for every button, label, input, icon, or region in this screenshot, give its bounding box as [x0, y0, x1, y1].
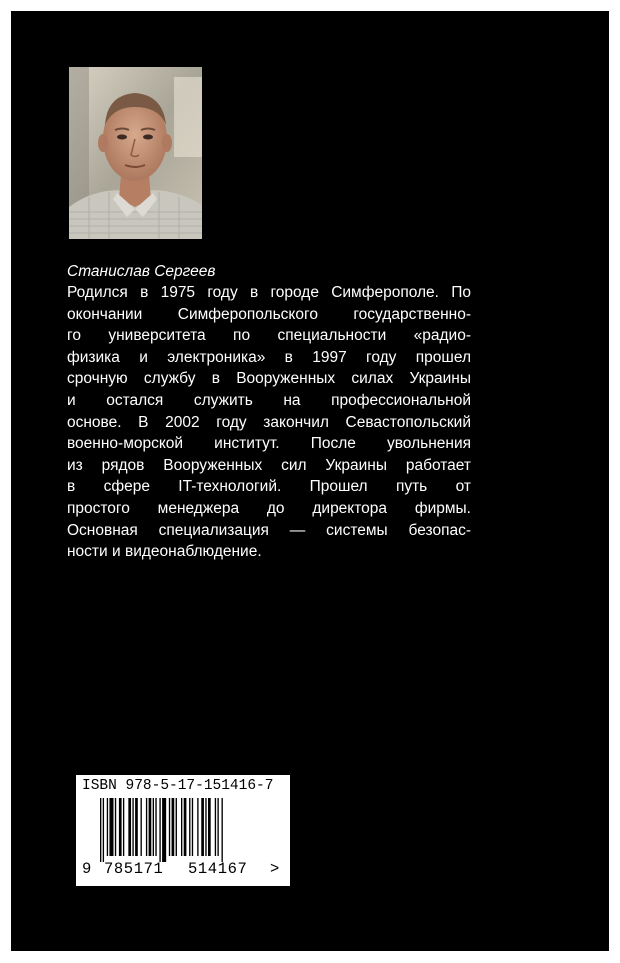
back-cover — [11, 11, 609, 951]
barcode-bars — [100, 798, 266, 862]
barcode-bar — [103, 798, 104, 862]
barcode-bar — [197, 798, 198, 856]
barcode-digits-left: 785171 — [104, 860, 164, 878]
barcode-bar — [181, 798, 182, 856]
bio-line: военно-морской институт. После увольнения — [67, 435, 471, 453]
barcode-bar — [132, 798, 133, 856]
barcode-bar — [222, 798, 223, 862]
barcode-bar — [169, 798, 170, 856]
bio-line: из рядов Вооруженных сил Украины работает — [67, 456, 471, 474]
barcode-bar — [128, 798, 131, 856]
barcode-bar — [100, 798, 101, 862]
barcode-bar — [176, 798, 177, 856]
bio-line: срочную службу в Вооруженных силах Украины — [67, 370, 471, 388]
barcode-bar — [115, 798, 116, 856]
barcode-bar — [153, 798, 154, 856]
barcode-bar — [215, 798, 216, 856]
barcode-bar — [141, 798, 142, 856]
barcode-digits-right: 514167 — [188, 860, 248, 878]
bio-line: и остался служить на профессиональной — [67, 391, 471, 409]
bio-line: основе. В 2002 году закончил Севастопольский — [67, 413, 471, 431]
barcode-digit-first: 9 — [82, 860, 92, 878]
bio-line: ности и видеонаблюдение. — [67, 543, 262, 561]
barcode-bar — [205, 798, 206, 856]
barcode-bar — [155, 798, 156, 856]
barcode-bar — [172, 798, 175, 856]
isbn-barcode — [76, 775, 290, 886]
author-photo — [69, 67, 202, 239]
barcode-bar — [123, 798, 124, 856]
barcode-bar — [135, 798, 138, 856]
bio-line: простого менеджера до директора фирмы. — [67, 499, 471, 517]
barcode-bar — [162, 798, 166, 862]
barcode-bar — [149, 798, 152, 856]
author-name: Станислав Сергеев — [67, 263, 216, 280]
barcode-bar — [184, 798, 187, 856]
bio-line: Основная специализация — системы безопас- — [67, 521, 471, 539]
bio-line: го университета по специальности «радио- — [67, 327, 471, 345]
barcode-bar — [192, 798, 193, 856]
author-bio — [67, 282, 471, 563]
barcode-bar — [109, 798, 113, 856]
bio-line: окончании Симферопольского государственно- — [67, 305, 471, 323]
bio-line: в сфере IT-технологий. Прошел путь от — [67, 478, 471, 496]
barcode-bar — [217, 798, 218, 856]
barcode-bar — [208, 798, 211, 856]
barcode-bar — [189, 798, 190, 856]
barcode-bar — [201, 798, 204, 856]
barcode-quiet-zone-mark: > — [270, 860, 280, 878]
bio-line: Родился в 1975 году в городе Симферополе. По — [67, 284, 471, 301]
barcode-bar — [146, 798, 147, 856]
isbn-label: ISBN 978-5-17-151416-7 — [82, 778, 274, 794]
barcode-bar — [107, 798, 108, 856]
barcode-bar — [119, 798, 122, 856]
barcode-bar — [159, 798, 160, 862]
bio-line: физика и электроника» в 1997 году прошел — [67, 348, 471, 366]
